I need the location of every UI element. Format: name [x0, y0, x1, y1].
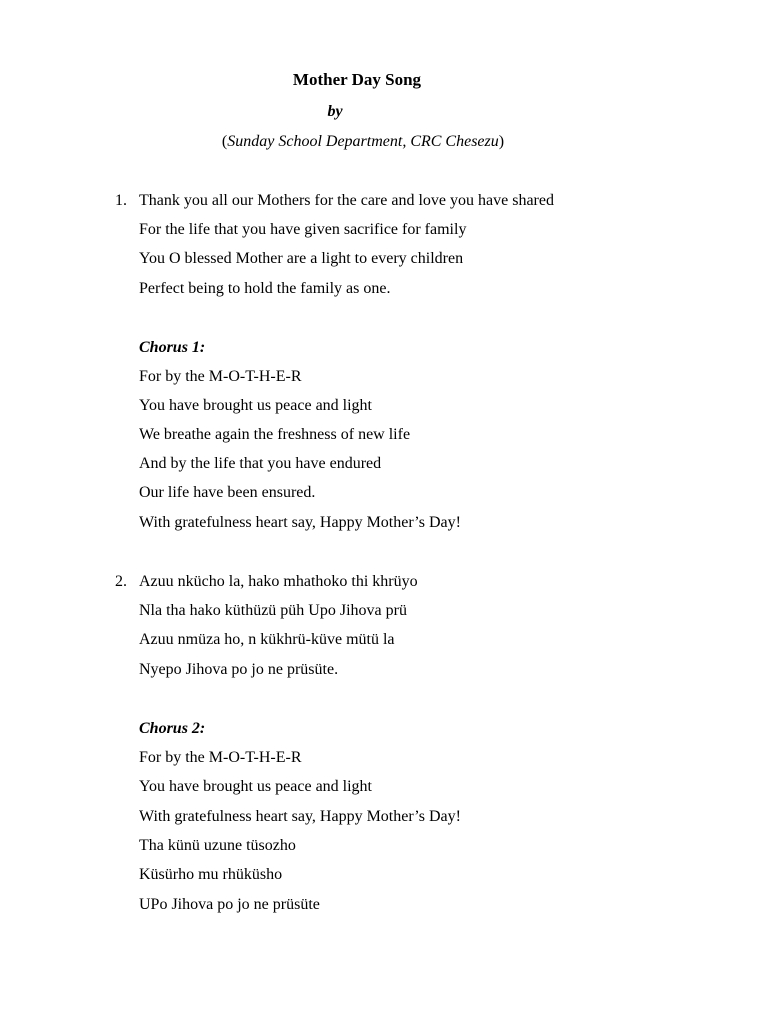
credit-text: Sunday School Department, CRC Chesezu	[227, 133, 499, 150]
verse-2-line: Nyepo Jihova po jo ne prüsüte.	[139, 661, 339, 678]
chorus-2-line: UPo Jihova po jo ne prüsüte	[139, 896, 320, 913]
verse-1-line: For the life that you have given sacrifice for family	[139, 221, 467, 238]
document-title: Mother Day Song	[292, 70, 422, 89]
verse-2-line: Nla tha hako küthüzü püh Upo Jihova prü	[139, 602, 407, 619]
verse-2-line: Azuu nkücho la, hako mhathoko thi khrüyo	[139, 573, 418, 590]
chorus-1-line: And by the life that you have endured	[139, 455, 382, 472]
chorus-2-line: With gratefulness heart say, Happy Mother’s Day!	[139, 808, 461, 825]
chorus-1-line: For by the M-O-T-H-E-R	[139, 368, 302, 385]
chorus-2-heading: Chorus 2:	[139, 720, 206, 737]
credit-open-paren: (	[221, 133, 228, 150]
verse-1-line: You O blessed Mother are a light to every children	[139, 250, 464, 267]
verse-2-line: Azuu nmüza ho, n kükhrü-küve mütü la	[139, 631, 395, 648]
chorus-1-line: Our life have been ensured.	[139, 484, 316, 501]
chorus-2-line: You have brought us peace and light	[139, 778, 372, 795]
verse-1-line: Perfect being to hold the family as one.	[139, 280, 391, 297]
verse-1-number: 1.	[115, 192, 127, 209]
chorus-1-line: With gratefulness heart say, Happy Mother’s Day!	[139, 514, 461, 531]
chorus-1-line: We breathe again the freshness of new life	[139, 426, 411, 443]
chorus-1-heading: Chorus 1:	[139, 339, 206, 356]
byline: by	[327, 103, 343, 120]
credit-line	[0, 130, 726, 154]
credit-close-paren: )	[498, 133, 505, 150]
chorus-2-line: Tha künü uzune tüsozho	[139, 837, 296, 854]
chorus-2-line: Küsürho mu rhüküsho	[139, 866, 283, 883]
chorus-1-line: You have brought us peace and light	[139, 397, 372, 414]
verse-1-line: Thank you all our Mothers for the care and love you have shared	[139, 192, 554, 209]
verse-2-number: 2.	[115, 573, 127, 590]
chorus-2-line: For by the M-O-T-H-E-R	[139, 749, 302, 766]
